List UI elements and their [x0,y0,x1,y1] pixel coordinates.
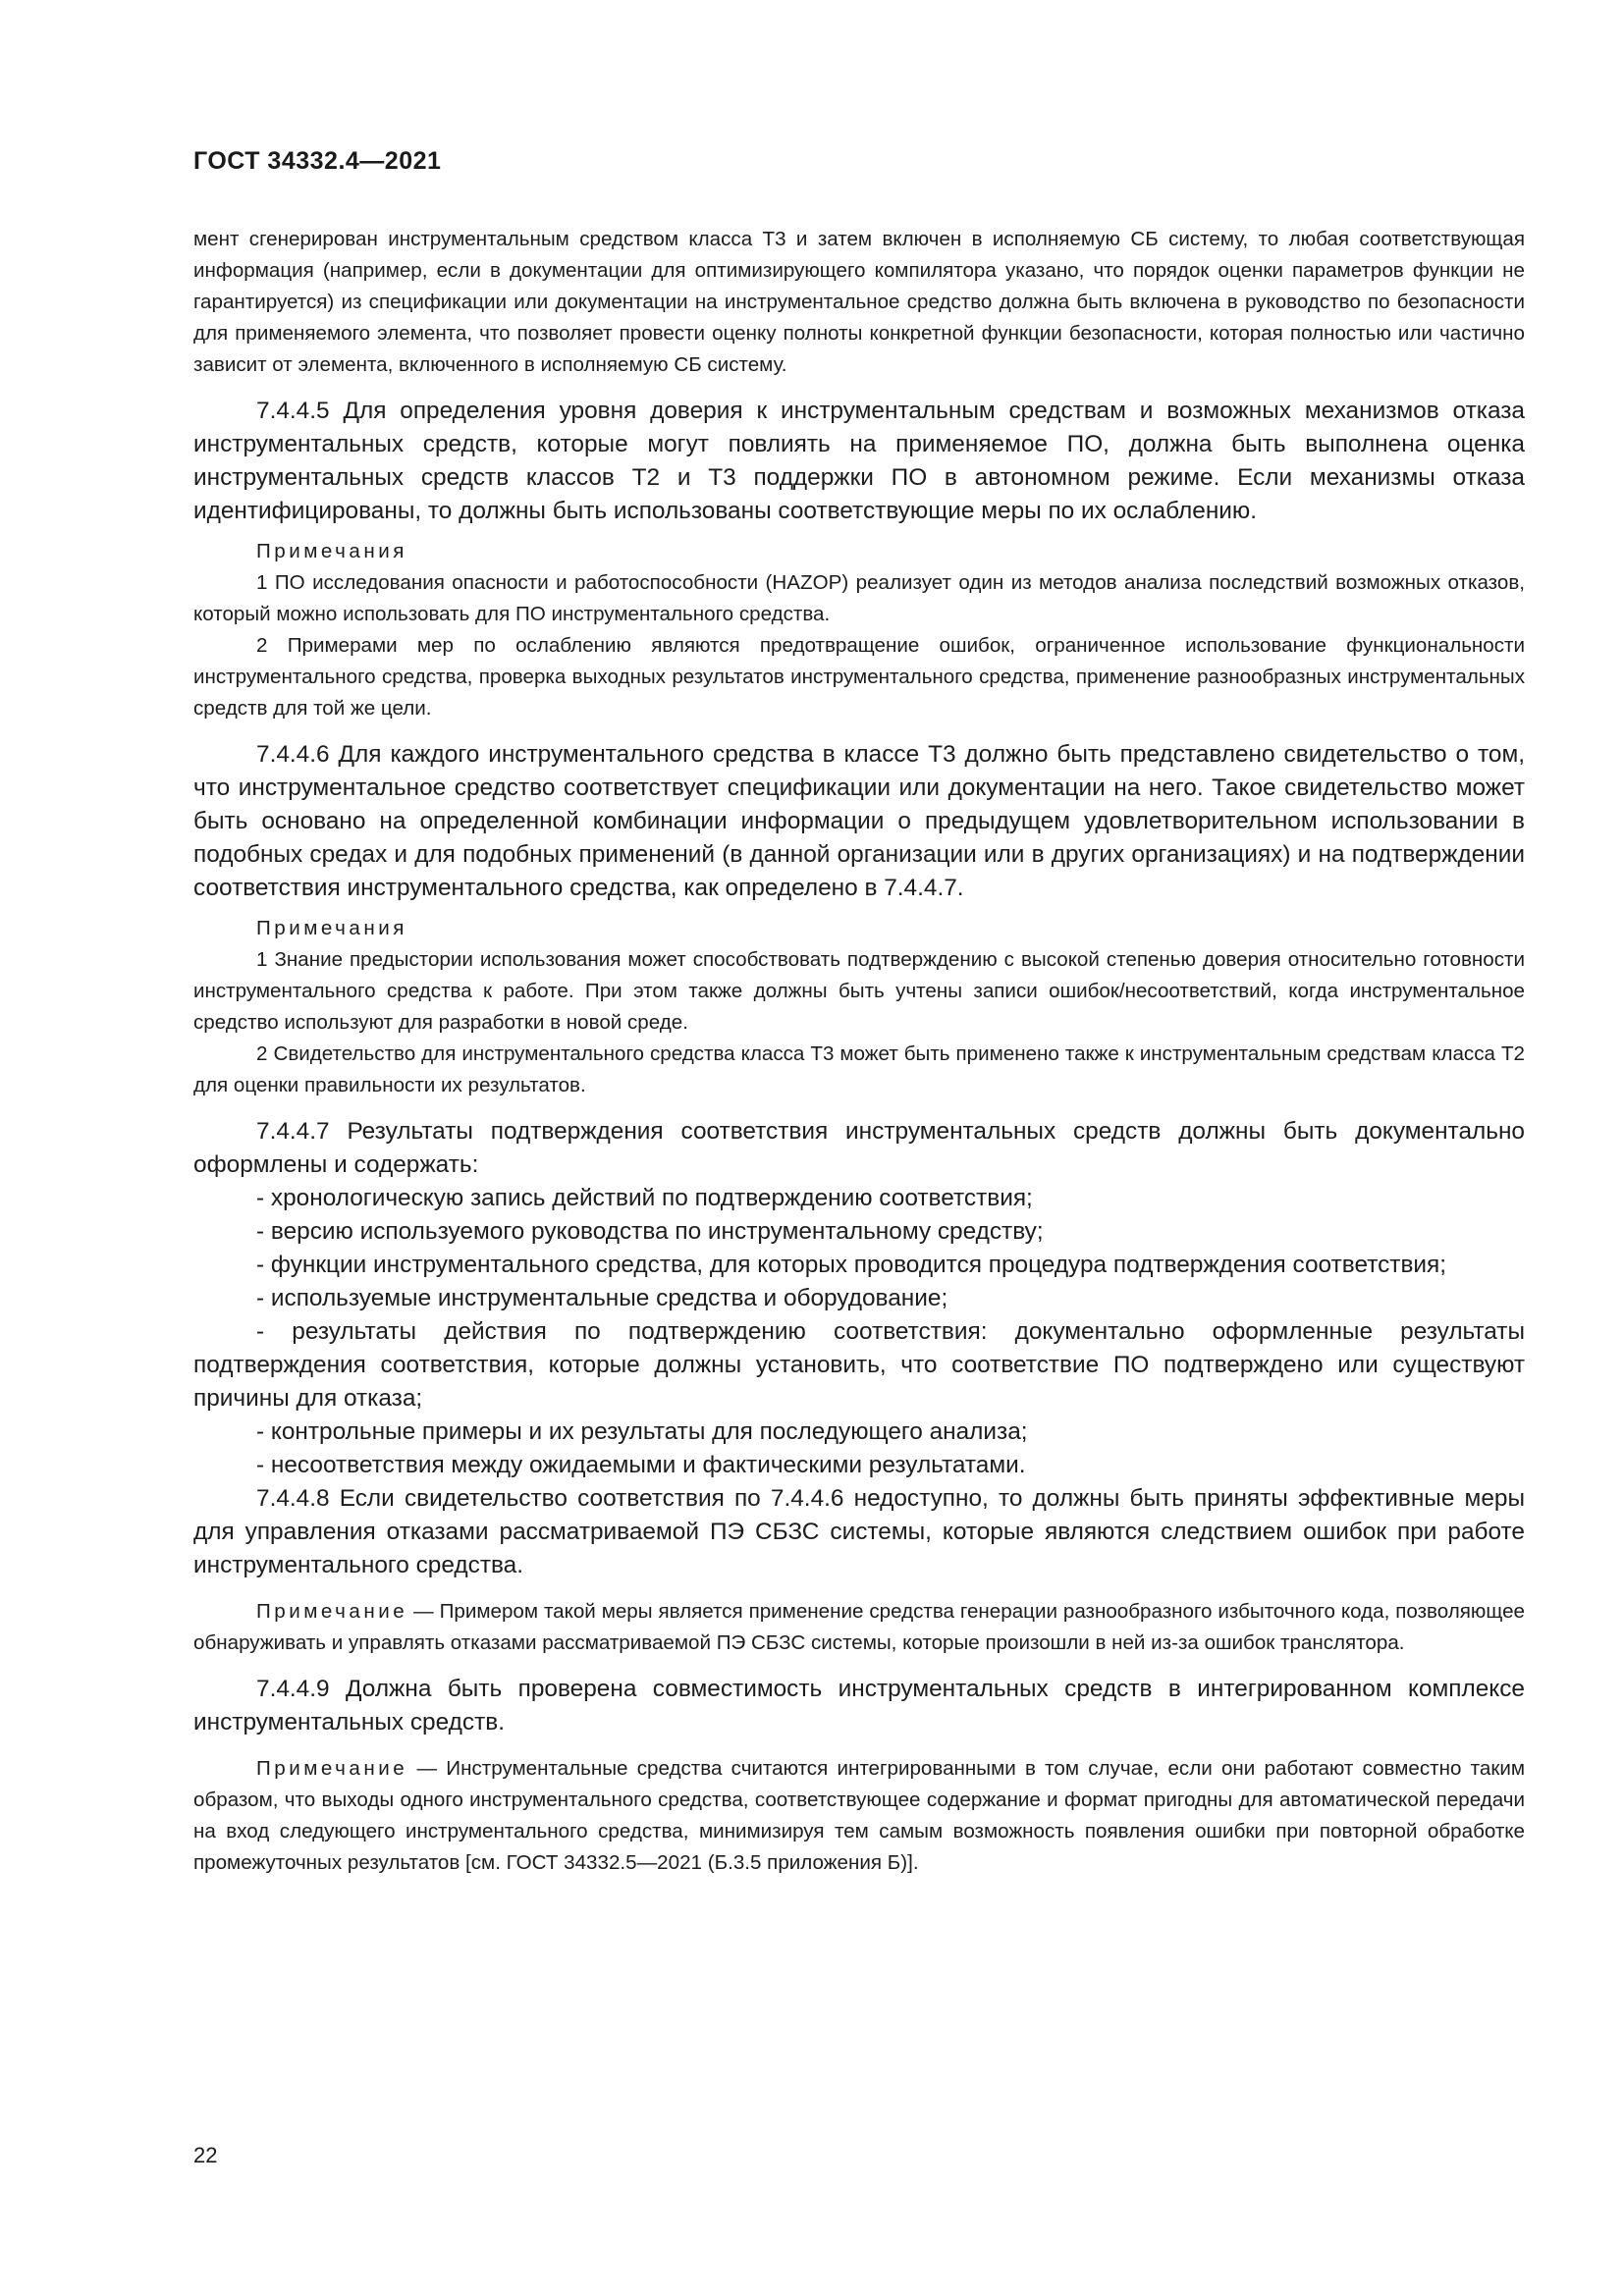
clause-7-4-4-7: 7.4.4.7 Результаты подтверждения соответствия инструментальных средств должны быть документально оформлены и содержать: [193,1118,1525,1178]
page-number: 22 [193,2143,218,2167]
clause-7-4-4-6: 7.4.4.6 Для каждого инструментального средства в классе Т3 должно быть представлено свидетельство о том, что инструментальное средство соответствует спецификации или документации на него. Такое свидетельство может быть основано на определенной комбинации информации о предыдущем удовлетворительном использовании в подобных средах и для подобных применений (в данной организации или в других организациях) и на подтверждении соответствия инструментального средства, как определено в 7.4.4.7. [193,741,1525,901]
requirements-list [193,1182,1525,1482]
note-text: — Примером такой меры является применение средства генерации разнообразного избыточного кода, позволяющее обнаруживать и управлять отказами рассматриваемой ПЭ СБЗС системы, которые произошли в ней из-за ошибок транслятора. [193,1600,1525,1654]
clause-7-4-4-5: 7.4.4.5 Для определения уровня доверия к инструментальным средствам и возможных механизмов отказа инструментальных средств, которые могут повлиять на применяемое ПО, должна быть выполнена оценка инструментальных средств классов Т2 и Т3 поддержки ПО в автономном режиме. Если механизмы отказа идентифицированы, то должны быть использованы соответствующие меры по их ослаблению. [193,398,1525,524]
note-text: — Инструментальные средства считаются интегрированными в том случае, если они работают совместно таким образом, что выходы одного инструментального средства, соответствующее содержание и формат пригодны для автоматической передачи на вход следующего инструментального средства, минимизируя тем самым возможность появления ошибки при повторной обработке промежуточных результатов [см. ГОСТ 34332.5—2021 (Б.3.5 приложения Б)]. [193,1757,1525,1874]
notes-heading: Примечания [256,917,407,939]
note-single [193,1596,1525,1659]
clause-7-4-4-8: 7.4.4.8 Если свидетельство соответствия по 7.4.4.6 недоступно, то должны быть приняты эффективные меры для управления отказами рассматриваемой ПЭ СБЗС системы, которые являются следствием ошибок при работе инструментального средства. [193,1485,1525,1578]
page-content [193,224,1525,1879]
continuation-paragraph: мент сгенерирован инструментальным средством класса Т3 и затем включен в исполняемую СБ систему, то любая соответствующая информация (например, если в документации для оптимизирующего компилятора указано, что порядок оценки параметров функции не гарантируется) из спецификации или документации на инструментальное средство должна быть включена в руководство по безопасности для применяемого элемента, что позволяет провести оценку полноты конкретной функции безопасности, которая полностью или частично зависит от элемента, включенного в исполняемую СБ систему. [193,228,1525,376]
document-header: ГОСТ 34332.4—2021 [193,147,442,175]
note-single [193,1753,1525,1879]
note-item: 2 Примерами мер по ослаблению являются предотвращение ошибок, ограниченное использование функциональности инструментального средства, проверка выходных результатов инструментального средства, применение разнообразных инструментальных средств для той же цели. [193,634,1525,720]
list-item: - контрольные примеры и их результаты для последующего анализа; [256,1418,1028,1445]
clause-7-4-4-9: 7.4.4.9 Должна быть проверена совместимость инструментальных средств в интегрированном комплексе инструментальных средств. [193,1676,1525,1735]
list-item: - версию используемого руководства по инструментальному средству; [256,1218,1044,1245]
note-item: 1 ПО исследования опасности и работоспособности (HAZOP) реализует один из методов анализа последствий возможных отказов, который можно использовать для ПО инструментального средства. [193,571,1525,625]
list-item: - несоответствия между ожидаемыми и фактическими результатами. [256,1452,1026,1478]
note-lead: Примечание [256,1757,408,1780]
list-item: - используемые инструментальные средства и оборудование; [256,1285,948,1311]
list-item: - функции инструментального средства, для которых проводится процедура подтверждения соответствия; [256,1252,1447,1278]
list-item: - результаты действия по подтверждению соответствия: документально оформленные результаты подтверждения соответствия, которые должны установить, что соответствие ПО подтверждено или существуют причины для отказа; [193,1318,1525,1412]
note-item: 1 Знание предыстории использования может способствовать подтверждению с высокой степенью доверия относительно готовности инструментального средства к работе. При этом также должны быть учтены записи ошибок/несоответствий, когда инструментальное средство используют для разработки в новой среде. [193,948,1525,1034]
note-item: 2 Свидетельство для инструментального средства класса Т3 может быть применено также к инструментальным средствам класса Т2 для оценки правильности их результатов. [193,1042,1525,1096]
list-item: - хронологическую запись действий по подтверждению соответствия; [256,1185,1033,1211]
note-lead: Примечание [256,1600,408,1623]
notes-heading: Примечания [256,540,407,562]
